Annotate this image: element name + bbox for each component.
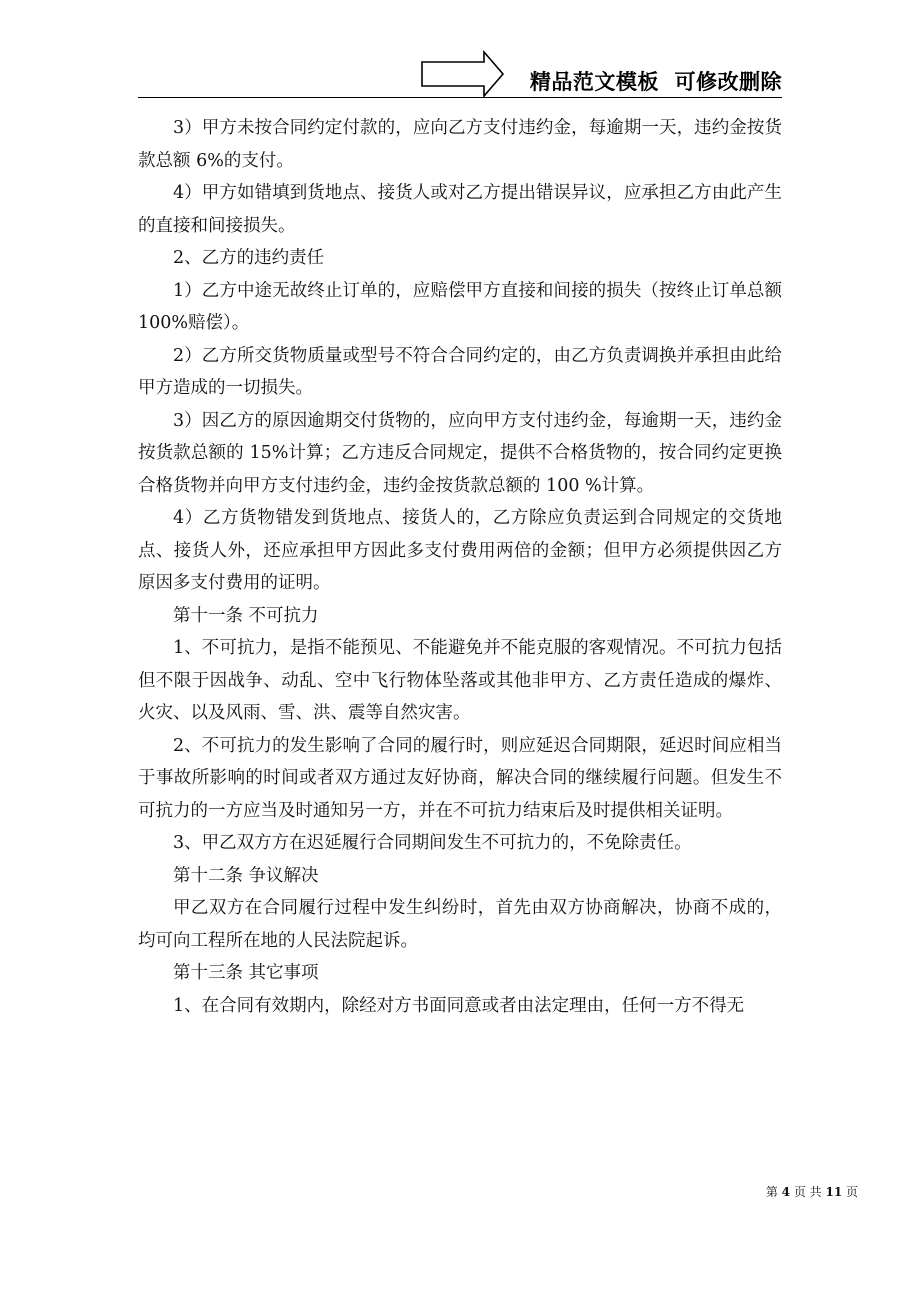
paragraph: 2、不可抗力的发生影响了合同的履行时，则应延迟合同期限，延迟时间应相当于事故所影响的时间或者双方通过友好协商，解决合同的继续履行问题。但发生不可抗力的一方应当及时通知另一方，并在不可抗力结束后及时提供相关证明。 — [138, 735, 782, 821]
arrow-icon — [421, 50, 505, 98]
paragraph: 1）乙方中途无故终止订单的，应赔偿甲方直接和间接的损失（按终止订单总额 100%赔偿）。 — [138, 280, 782, 333]
page-number-footer — [766, 1183, 858, 1200]
paragraph: 1、不可抗力，是指不能预见、不能避免并不能克服的客观情况。不可抗力包括但不限于因战争、动乱、空中飞行物体坠落或其他非甲方、乙方责任造成的爆炸、火灾、以及风雨、雪、洪、震等自然灾害。 — [138, 638, 782, 723]
paragraph: 4）甲方如错填到货地点、接货人或对乙方提出错误异议，应承担乙方由此产生的直接和间接损失。 — [138, 183, 782, 236]
paragraph: 1、在合同有效期内，除经对方书面同意或者由法定理由，任何一方不得无 — [173, 995, 745, 1016]
section-heading: 2、乙方的违约责任 — [173, 248, 325, 268]
paragraph: 4）乙方货物错发到货地点、接货人的，乙方除应负责运到合同规定的交货地点、接货人外，还应承担甲方因此多支付费用两倍的金额；但甲方必须提供因乙方原因多支付费用的证明。 — [138, 508, 782, 593]
total-pages-number: 11 — [825, 1185, 843, 1199]
paragraph: 甲乙双方在合同履行过程中发生纠纷时，首先由双方协商解决，协商不成的，均可向工程所在地的人民法院起诉。 — [138, 898, 782, 951]
paragraph: 2）乙方所交货物质量或型号不符合合同约定的，由乙方负责调换并承担由此给甲方造成的一切损失。 — [138, 345, 782, 398]
header-divider — [138, 97, 782, 98]
footer-suffix: 页 — [842, 1185, 858, 1199]
article-heading: 第十二条 争议解决 — [173, 865, 319, 886]
article-heading: 第十三条 其它事项 — [173, 963, 319, 983]
paragraph: 3、甲乙双方方在迟延履行合同期间发生不可抗力的，不免除责任。 — [173, 833, 692, 853]
paragraph: 3）甲方未按合同约定付款的，应向乙方支付违约金，每逾期一天，违约金按货款总额 6%的支付。 — [138, 118, 782, 171]
footer-prefix: 第 — [765, 1185, 782, 1199]
article-heading: 第十一条 不可抗力 — [173, 605, 319, 626]
document-body — [138, 112, 782, 1022]
footer-middle: 页 共 — [790, 1185, 826, 1199]
header-title: 精品范文模板 可修改删除 — [529, 70, 782, 94]
paragraph: 3）因乙方的原因逾期交付货物的，应向甲方支付违约金，每逾期一天，违约金按货款总额的 15%计算；乙方违反合同规定，提供不合格货物的，按合同约定更换合格货物并向甲方支付违约金，违约金按货款总额的 100 %计算。 — [138, 410, 782, 496]
current-page-number: 4 — [781, 1185, 791, 1199]
